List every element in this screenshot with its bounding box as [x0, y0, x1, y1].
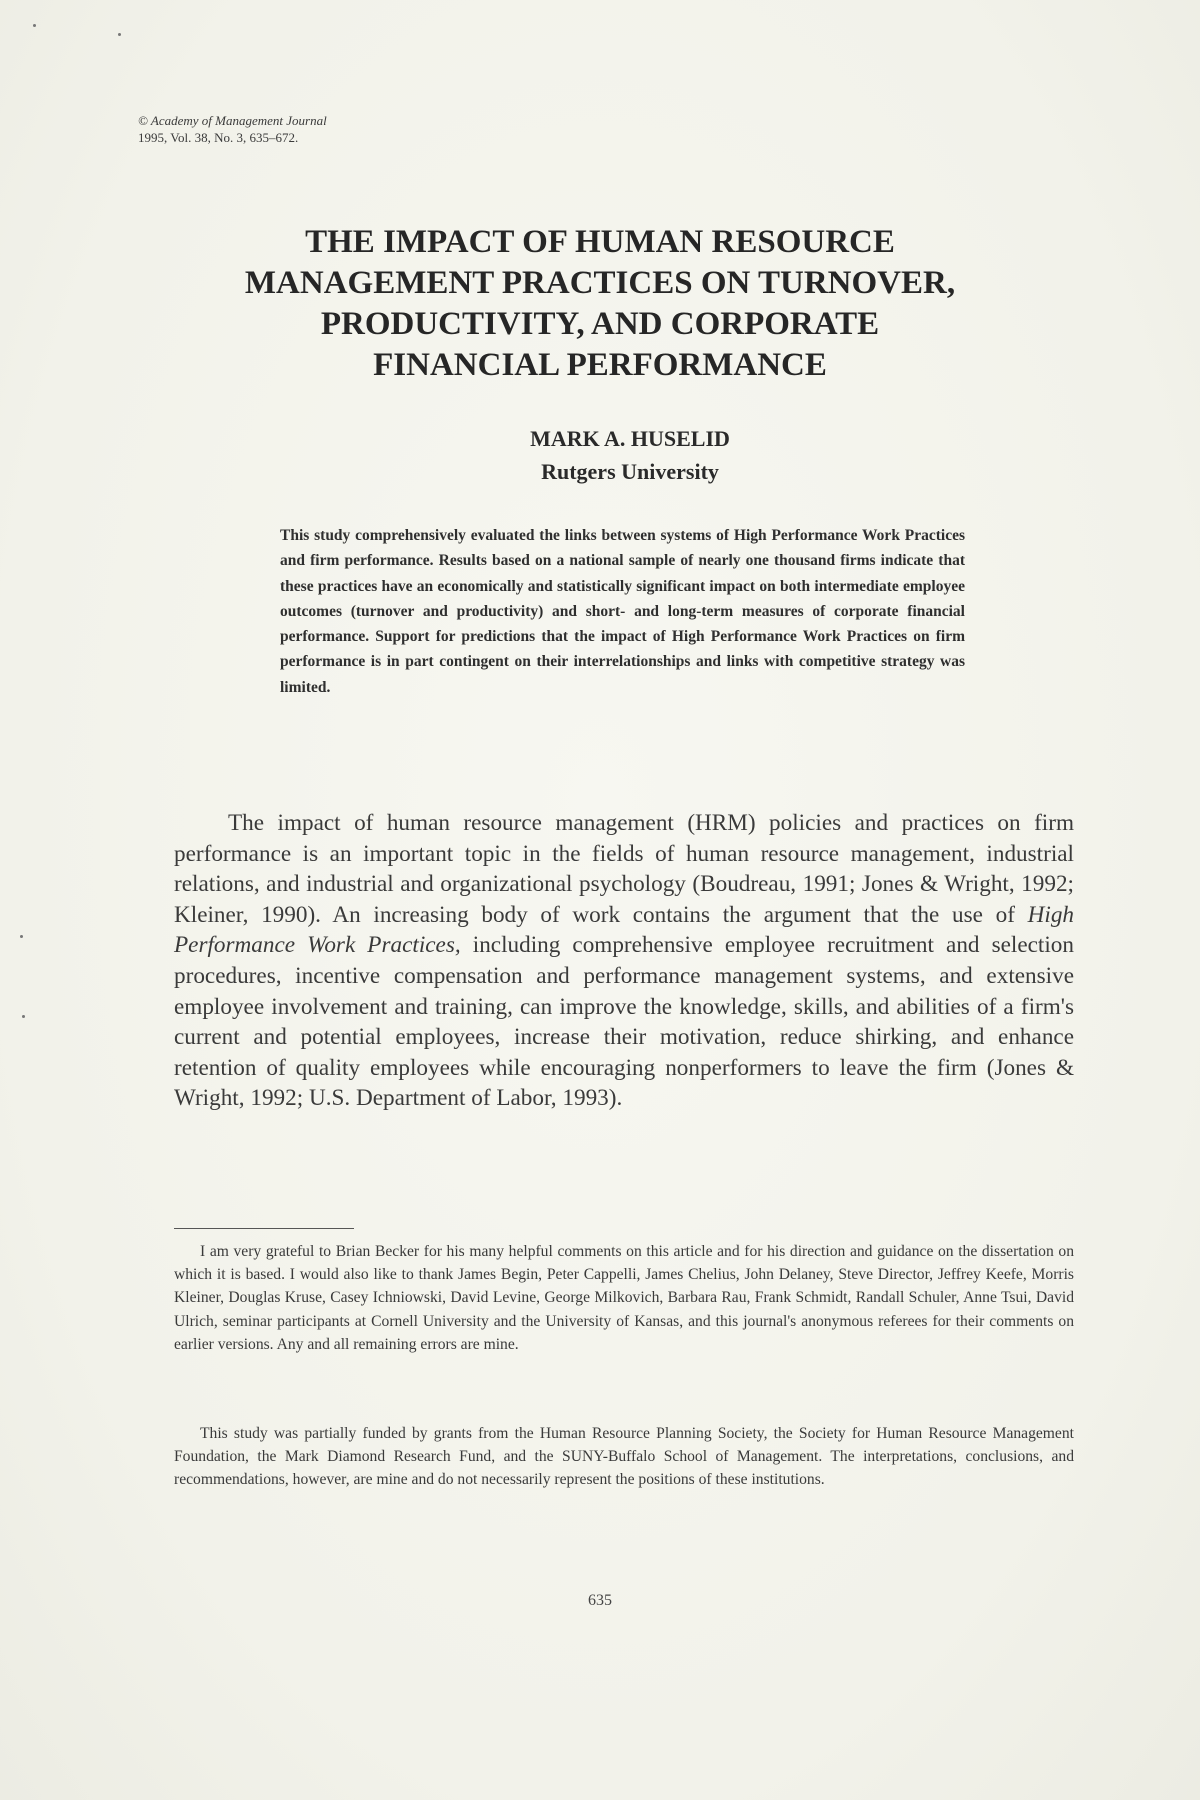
- title-line: FINANCIAL PERFORMANCE: [373, 347, 827, 383]
- title-line: THE IMPACT OF HUMAN RESOURCE: [305, 224, 895, 260]
- scan-speck: [22, 1015, 25, 1018]
- footnote-funding: This study was partially funded by grants from the Human Resource Planning Society, the Society for Human Resource Management Foundation, the Mark Diamond Research Fund, and the SUNY-Buffalo School of Management. The interpretations, conclusions, and recommendations, however, are mine and do not necessarily represent the positions of these institutions.: [174, 1425, 1074, 1489]
- body-text-part: including comprehensive employee recruitment and selection procedures, incentive compensation and performance management systems, and extensive employee involvement and training, can improve the knowledge, skills, and abilities of a firm's current and potential employees, increase their motivation, reduce shirking, and enhance retention of quality employees while encouraging nonperformers to leave the firm (Jones & Wright, 1992; U.S. Department of Labor, 1993).: [174, 932, 1074, 1112]
- scan-speck: [33, 24, 36, 27]
- body-text-part: The impact of human resource management (HRM) policies and practices on firm performance is an important topic in the fields of human resource management, industrial relations, and industrial and organizational psychology (Boudreau, 1991; Jones & Wright, 1992; Kleiner, 1990). An increasing body of work contains the argument that the use of: [174, 810, 1074, 928]
- abstract: This study comprehensively evaluated the links between systems of High Performance Work Practices and firm performance. Results based on a national sample of nearly one thousand firms indicate that these practices have an economically and statistically significant impact on both intermediate employee outcomes (turnover and productivity) and short- and long-term measures of corporate financial performance. Support for predictions that the impact of High Performance Work Practices on firm performance is in part contingent on their interrelationships and links with competitive strategy was limited.: [280, 527, 965, 696]
- author-affiliation: Rutgers University: [541, 459, 719, 484]
- scan-speck: [118, 33, 121, 36]
- body-emphasis: High Performance Work Practices,: [174, 901, 1074, 959]
- journal-citation: 1995, Vol. 38, No. 3, 635–672.: [138, 130, 299, 145]
- author-block: [340, 422, 920, 488]
- title-line: PRODUCTIVITY, AND CORPORATE: [320, 306, 880, 342]
- page-number: 635: [588, 1592, 612, 1609]
- body-paragraph: [174, 808, 1074, 1114]
- journal-header: [138, 112, 327, 146]
- article-title: [140, 222, 1060, 386]
- footnote-divider: [174, 1228, 354, 1229]
- scan-speck: [20, 935, 23, 938]
- title-line: MANAGEMENT PRACTICES ON TURNOVER,: [244, 265, 956, 301]
- footnote-acknowledgments: I am very grateful to Brian Becker for his many helpful comments on this article and for his direction and guidance on the dissertation on which it is based. I would also like to thank James Begin, Peter Cappelli, James Chelius, John Delaney, Steve Director, Jeffrey Keefe, Morris Kleiner, Douglas Kruse, Casey Ichniowski, David Levine, George Milkovich, Barbara Rau, Frank Schmidt, Randall Schuler, Anne Tsui, David Ulrich, seminar participants at Cornell University and the University of Kansas, and this journal's anonymous referees for their comments on earlier versions. Any and all remaining errors are mine.: [174, 1243, 1074, 1353]
- journal-name: © Academy of Management Journal: [138, 113, 327, 128]
- author-name: MARK A. HUSELID: [530, 426, 730, 451]
